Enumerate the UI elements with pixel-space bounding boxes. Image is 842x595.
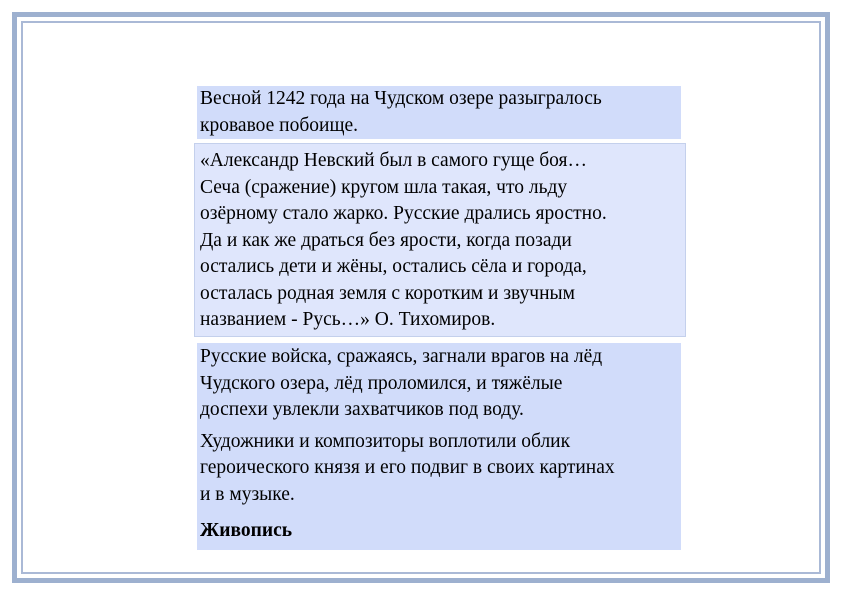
quote-line: озёрному стало жарко. Русские дрались яростно.: [200, 203, 607, 224]
quote-line: Сеча (сражение) кругом шла такая, что льду: [200, 176, 568, 198]
art-paragraph: [200, 429, 678, 509]
battle-paragraph: [200, 344, 678, 424]
quote-line: осталась родная земля с коротким и звучным: [200, 282, 575, 304]
intro-line: кровавое побоище.: [200, 114, 359, 136]
battle-line: Чудского озера, лёд проломился, и тяжёлые: [200, 372, 563, 394]
battle-text-block: [197, 343, 681, 550]
battle-line: Русские войска, сражаясь, загнали врагов на лёд: [200, 346, 603, 367]
art-line: Художники и композиторы воплотили облик: [200, 430, 571, 452]
art-line: и в музыке.: [200, 483, 295, 505]
battle-line: доспехи увлекли захватчиков под воду.: [200, 399, 524, 420]
painting-heading: Живопись: [200, 520, 293, 541]
quote-text-block: [194, 143, 686, 337]
quote-line: остались дети и жёны, остались сёла и города,: [200, 256, 587, 277]
quote-line: Да и как же драться без ярости, когда позади: [200, 229, 572, 251]
art-line: героического князя и его подвиг в своих картинах: [200, 457, 615, 478]
quote-line: названием - Русь…» О. Тихомиров.: [200, 309, 496, 330]
quote-line: «Александр Невский был в самого гуще боя…: [200, 150, 587, 171]
intro-line: Весной 1242 года на Чудском озере разыгралось: [200, 88, 602, 109]
intro-text-block: [197, 86, 681, 139]
